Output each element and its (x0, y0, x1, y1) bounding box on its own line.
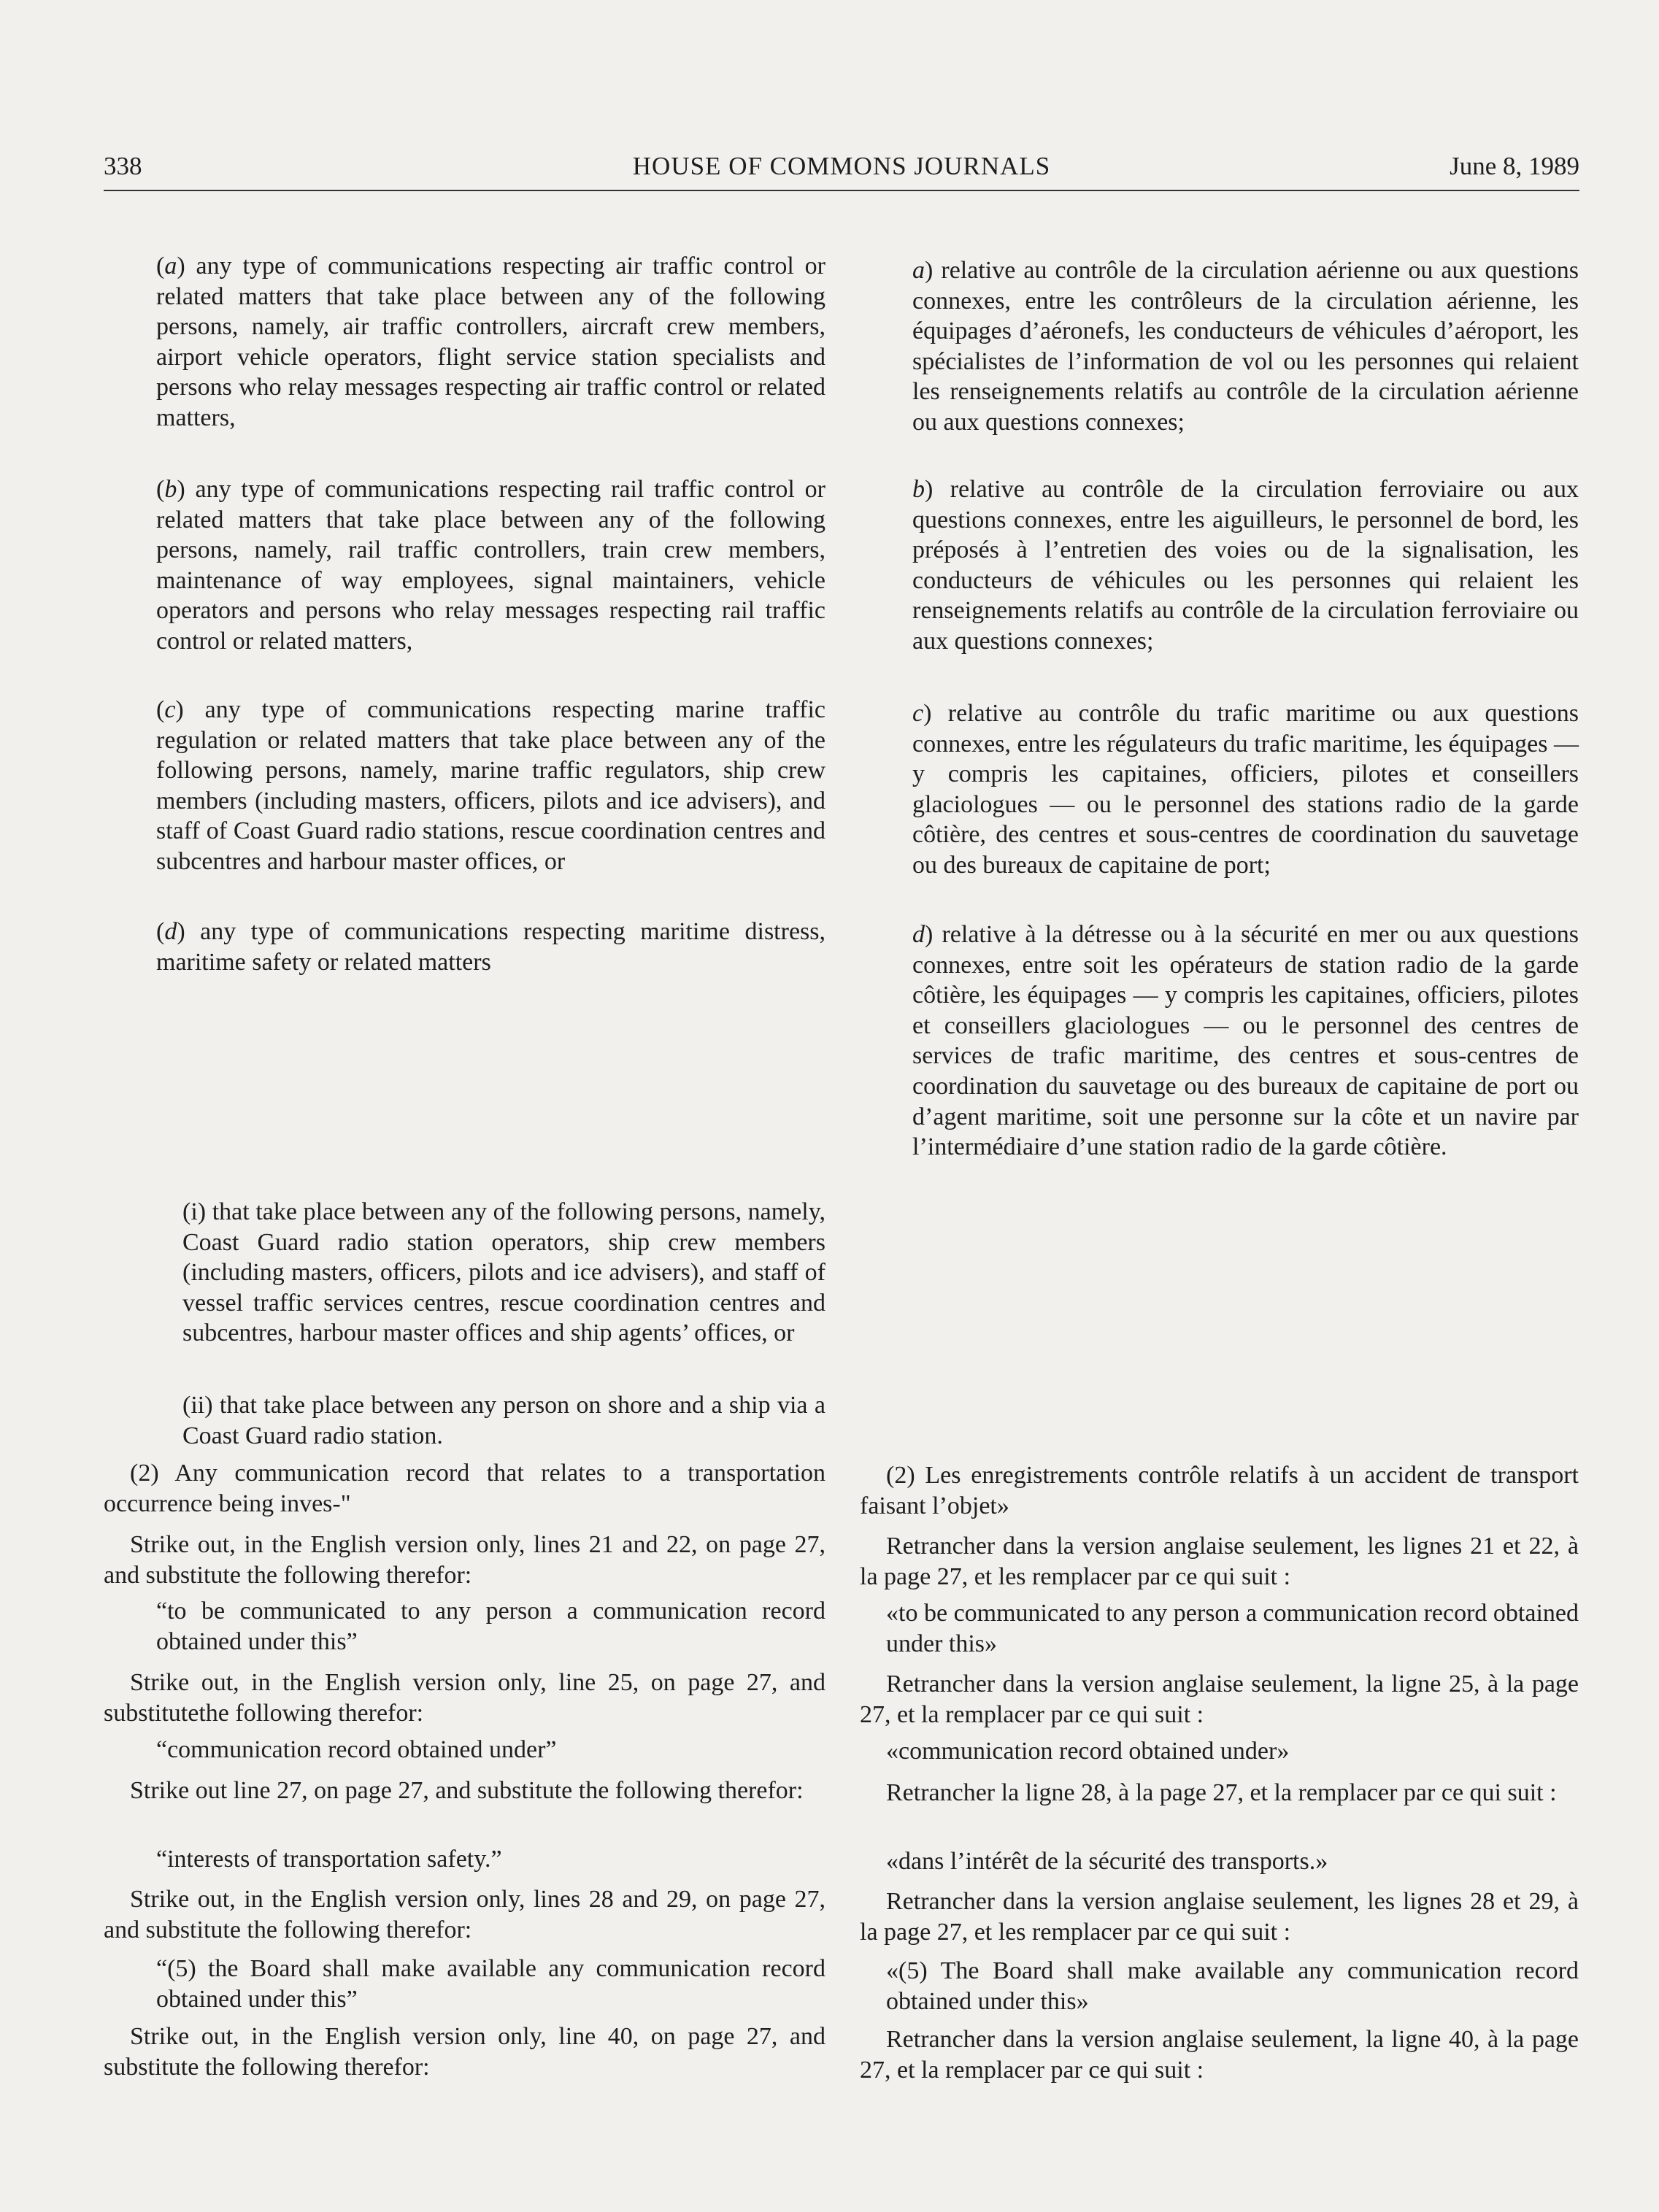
fr-quote-4: «(5) The Board shall make available any communication record obtained under this» (886, 1957, 1579, 2015)
en-subparagraph-i: (i) that take place between any of the following persons, namely, Coast Guard radio station operators, ship crew members (including masters, officers, pilots and ice advisers), and staff of vessel traffic services centres, rescue coordination centres and subcentres, harbour master offices and ship agents’ offices, or (182, 1198, 825, 1347)
en-strike-instruction-5: Strike out, in the English version only, line 40, on page 27, and substitute the following therefor: (104, 2023, 825, 2081)
fr-paragraph-b: b) relative au contrôle de la circulation ferroviaire ou aux questions connexes, entre les aiguilleurs, le personnel de bord, les préposés à l’entretien des voies ou de la signalisation, les conducteurs de véhicules ou les personnes qui relaient les renseignements relatifs au contrôle de la circulation ferroviaire ou aux questions connexes; (912, 476, 1579, 655)
en-strike-instruction-4: Strike out, in the English version only, lines 28 and 29, on page 27, and substitute the following therefor: (104, 1886, 825, 1943)
page-header (104, 152, 1579, 191)
en-paragraph-b: (b) any type of communications respecting rail traffic control or related matters that take place between any of the following persons, namely, rail traffic controllers, train crew members, maintenance of way employees, signal maintainers, vehicle operators and persons who relay messages respecting rail traffic control or related matters, (156, 476, 825, 655)
en-quote-2: “communication record obtained under” (156, 1736, 557, 1763)
fr-strike-instruction-3: Retrancher la ligne 28, à la page 27, et la remplacer par ce qui suit : (886, 1779, 1557, 1806)
en-subsection-2: (2) Any communication record that relates to a transportation occurrence being inves-" (104, 1460, 825, 1517)
fr-quote-1: «to be communicated to any person a communication record obtained under this» (886, 1600, 1579, 1657)
fr-paragraph-a: a) relative au contrôle de la circulation aérienne ou aux questions connexes, entre les contrôleurs de la circulation aérienne, les équipages d’aéronefs, les conducteurs de véhicules d’aéroport, les spécialistes de l’information de vol ou les personnes qui relaient les renseignements relatifs au contrôle de la circulation aérienne ou aux questions connexes; (912, 257, 1579, 436)
fr-strike-instruction-2: Retrancher dans la version anglaise seulement, la ligne 25, à la page 27, et la remplacer par ce qui suit : (860, 1670, 1579, 1728)
en-strike-instruction-2: Strike out, in the English version only, line 25, on page 27, and substitutethe following therefor: (104, 1669, 825, 1727)
fr-label-d: d (912, 921, 925, 948)
fr-label-a: a (912, 257, 925, 284)
en-paragraph-a: (a) any type of communications respecting air traffic control or related matters that take place between any of the following persons, namely, air traffic controllers, aircraft crew members, airport vehicle operators, flight service station specialists and persons who relay messages respecting air traffic control or related matters, (156, 253, 825, 431)
fr-paragraph-d: d) relative à la détresse ou à la sécurité en mer ou aux questions connexes, entre soit les opérateurs de station radio de la garde côtière, les équipages — y compris les capitaines, officiers, pilotes et conseillers glaciologues — ou le personnel des centres de services de trafic maritime, des centres et sous-centres de coordination du sauvetage ou des bureaux de capitaine de port ou d’agent maritime, soit une personne sur la côte et un navire par l’intermédiaire d’une station radio de la garde côtière. (912, 921, 1579, 1161)
en-quote-3: “interests of transportation safety.” (156, 1846, 502, 1873)
fr-label-b: b (912, 476, 925, 503)
en-strike-instruction-3: Strike out line 27, on page 27, and substitute the following therefor: (130, 1777, 804, 1804)
fr-strike-instruction-1: Retrancher dans la version anglaise seulement, les lignes 21 et 22, à la page 27, et les remplacer par ce qui suit : (860, 1533, 1579, 1590)
fr-strike-instruction-5: Retrancher dans la version anglaise seulement, la ligne 40, à la page 27, et la remplacer par ce qui suit : (860, 2026, 1579, 2084)
fr-paragraph-c: c) relative au contrôle du trafic maritime ou aux questions connexes, entre les régulateurs du trafic maritime, les équipages — y compris les capitaines, officiers, pilotes et conseillers glaciologues — ou le personnel des stations radio de la garde côtière, des centres et sous-centres de coordination du sauvetage ou des bureaux de capitaine de port; (912, 700, 1579, 879)
fr-subsection-2: (2) Les enregistrements contrôle relatifs à un accident de transport faisant l’objet» (860, 1462, 1579, 1519)
fr-strike-instruction-4: Retrancher dans la version anglaise seulement, les lignes 28 et 29, à la page 27, et les remplacer par ce qui suit : (860, 1888, 1579, 1946)
en-subparagraph-ii: (ii) that take place between any person on shore and a ship via a Coast Guard radio station. (182, 1392, 825, 1449)
page-number: 338 (104, 152, 142, 180)
en-strike-instruction-1: Strike out, in the English version only, lines 21 and 22, on page 27, and substitute the following therefor: (104, 1531, 825, 1589)
fr-label-c: c (912, 700, 924, 727)
en-label-a: a (164, 253, 177, 280)
en-paragraph-d: (d) any type of communications respecting maritime distress, maritime safety or related matters (156, 918, 825, 976)
page-date: June 8, 1989 (1450, 152, 1579, 180)
en-label-d: d (164, 918, 177, 945)
fr-quote-3: «dans l’intérêt de la sécurité des transports.» (886, 1848, 1328, 1875)
en-label-c: c (164, 696, 176, 723)
en-paragraph-c: (c) any type of communications respecting marine traffic regulation or related matters that take place between any of the following persons, namely, marine traffic regulators, ship crew members (including masters, officers, pilots and ice advisers), and staff of Coast Guard radio stations, rescue coordination centres and subcentres and harbour master offices, or (156, 696, 825, 875)
en-quote-1: “to be communicated to any person a communication record obtained under this” (156, 1598, 825, 1655)
journal-title: HOUSE OF COMMONS JOURNALS (632, 152, 1051, 180)
en-label-b: b (164, 476, 177, 503)
en-quote-4: “(5) the Board shall make available any communication record obtained under this” (156, 1955, 825, 2013)
fr-quote-2: «communication record obtained under» (886, 1738, 1290, 1765)
